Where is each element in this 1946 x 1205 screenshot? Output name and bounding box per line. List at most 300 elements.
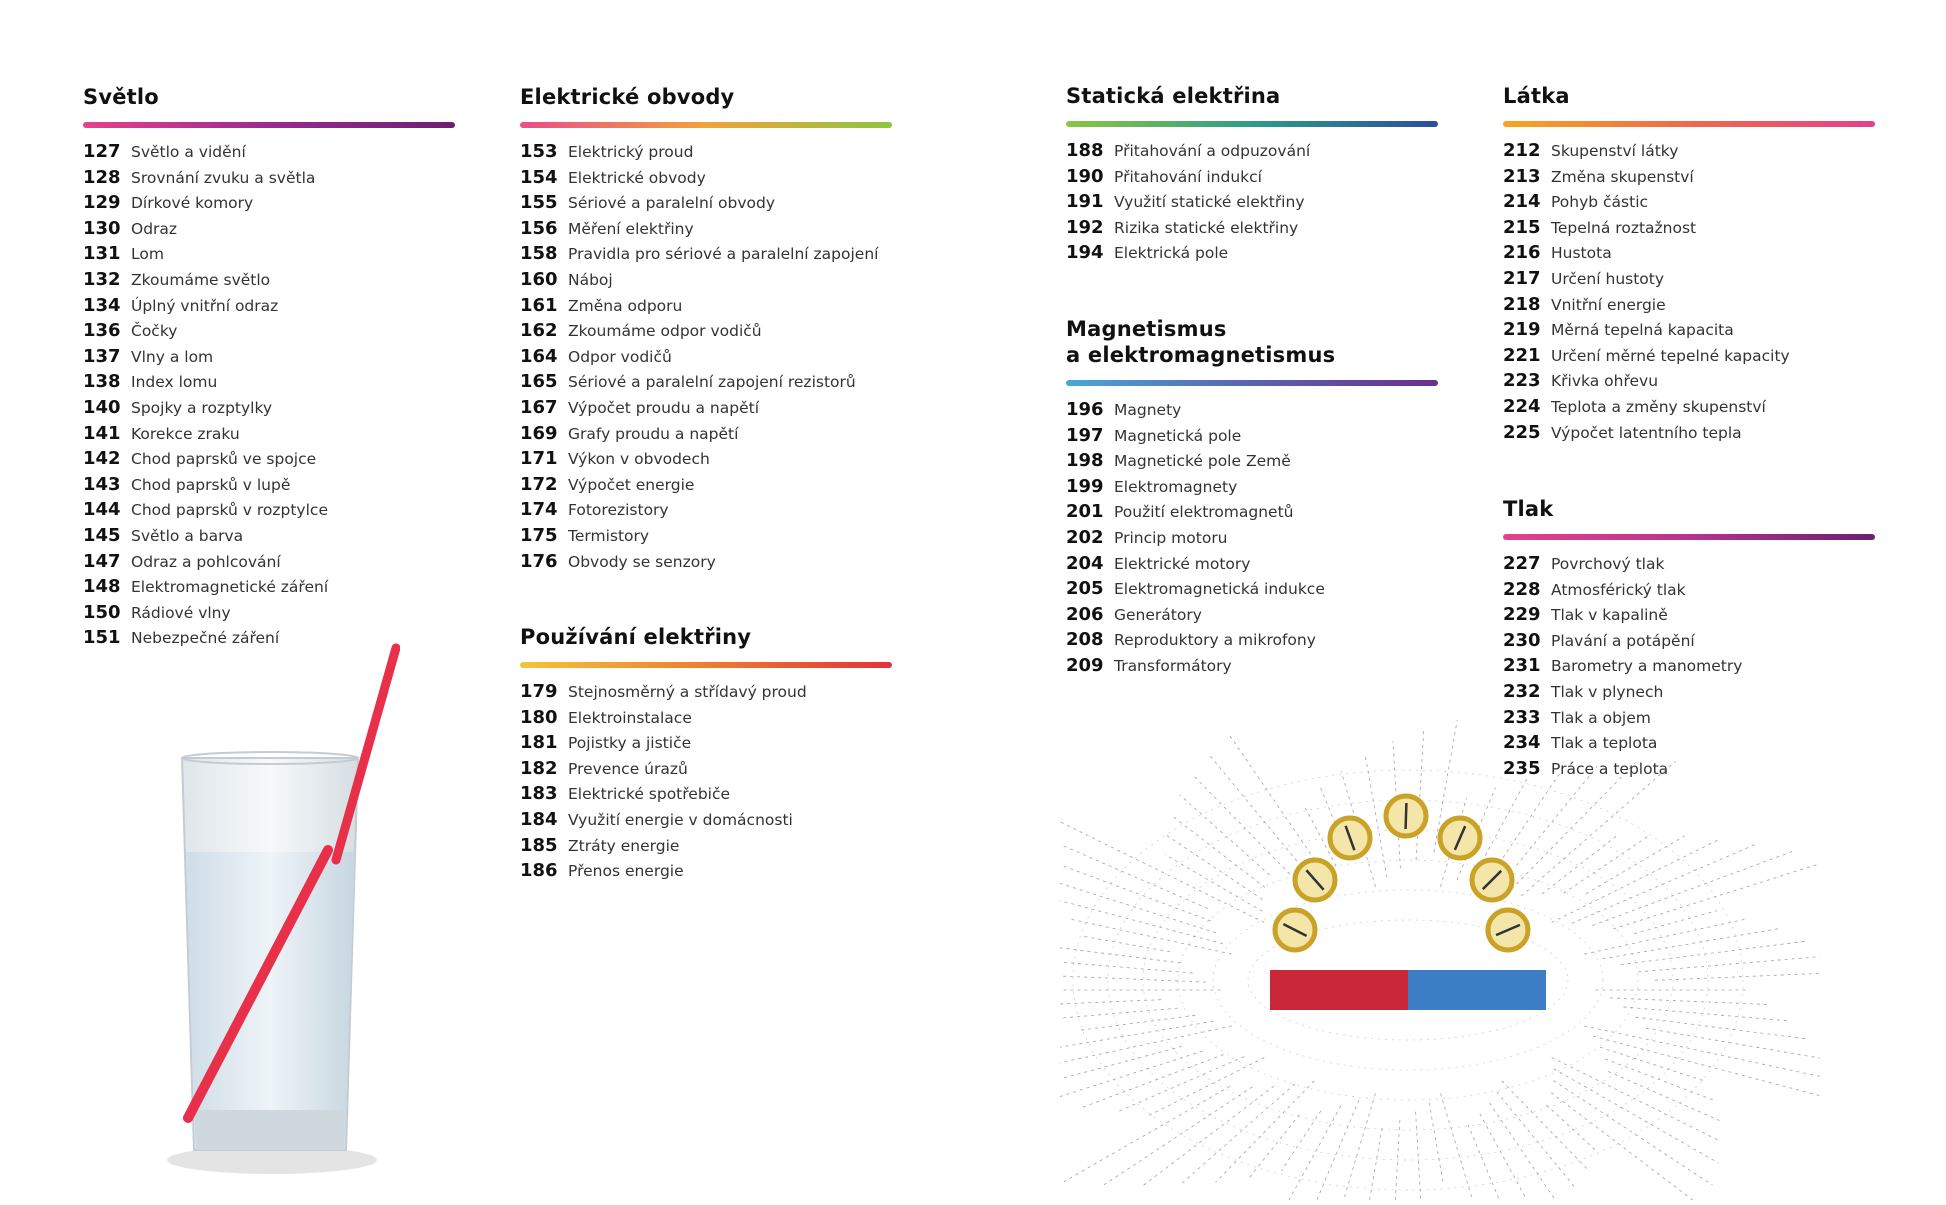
- page-number: 185: [520, 834, 558, 856]
- field-line: [1180, 795, 1270, 875]
- compass-arc: [1275, 796, 1528, 950]
- field-line: [1634, 911, 1717, 934]
- toc-entry[interactable]: [520, 295, 892, 321]
- section-title-line: Světlo: [83, 85, 159, 109]
- field-line: [1260, 1106, 1341, 1200]
- entry-label: Výpočet energie: [568, 475, 695, 494]
- entry-label: Elektromagnetická indukce: [1114, 580, 1325, 599]
- entry-label: Světlo a vidění: [131, 143, 246, 161]
- page-number: 138: [83, 371, 121, 393]
- entry-label: Zkoumáme světlo: [131, 270, 271, 289]
- toc-entry[interactable]: [83, 167, 455, 193]
- page-number: 165: [520, 371, 558, 393]
- entry-label: Magnetické pole Země: [1114, 452, 1291, 471]
- page-number: 164: [520, 345, 558, 367]
- toc-entry[interactable]: [520, 218, 892, 244]
- page-number: 141: [83, 422, 121, 444]
- field-line: [1613, 860, 1820, 928]
- toc-entry[interactable]: [1503, 191, 1875, 217]
- field-line: [1608, 1071, 1719, 1120]
- entry-label: Využití statické elektřiny: [1114, 193, 1305, 212]
- field-line: [1060, 1021, 1213, 1066]
- toc-section: [1066, 83, 1438, 268]
- toc-entry[interactable]: [1066, 501, 1438, 527]
- section-title: [83, 84, 455, 110]
- field-line: [1655, 972, 1820, 981]
- section-title-line: a elektromagnetismus: [1066, 343, 1336, 367]
- page-number: 180: [520, 706, 558, 728]
- page-number: 208: [1066, 629, 1104, 651]
- toc-entry[interactable]: [1503, 630, 1875, 656]
- page-number: 182: [520, 757, 558, 779]
- compass-icon: [1330, 818, 1370, 858]
- toc-entry[interactable]: [1066, 553, 1438, 579]
- page-number: 224: [1503, 395, 1541, 417]
- field-line: [1551, 1093, 1702, 1200]
- field-line: [1060, 973, 1206, 982]
- page-number: 154: [520, 166, 558, 188]
- entry-label: Chod paprsků ve spojce: [131, 450, 317, 469]
- toc-entry[interactable]: [1066, 217, 1438, 243]
- page-number: 161: [520, 294, 558, 316]
- entry-label: Hustota: [1551, 244, 1612, 263]
- page-number: 191: [1066, 191, 1104, 213]
- section-color-bar: [1503, 534, 1875, 540]
- page-number: 181: [520, 732, 558, 754]
- entry-label: Elektroinstalace: [568, 708, 692, 727]
- field-line: [1171, 815, 1265, 887]
- page-number: 229: [1503, 604, 1541, 626]
- toc-entry[interactable]: [520, 474, 892, 500]
- toc-entry[interactable]: [520, 835, 892, 861]
- compass-icon: [1440, 818, 1480, 858]
- toc-entry[interactable]: [520, 397, 892, 423]
- entry-label: Čočky: [131, 322, 178, 341]
- page-number: 230: [1503, 629, 1541, 651]
- field-line: [1441, 1093, 1492, 1200]
- entry-label: Tepelná roztažnost: [1551, 218, 1697, 237]
- entry-label: Prevence úrazů: [568, 759, 688, 778]
- toc-entry[interactable]: [83, 269, 455, 295]
- toc-entry[interactable]: [83, 397, 455, 423]
- toc-entry[interactable]: [83, 192, 455, 218]
- toc-entry[interactable]: [83, 295, 455, 321]
- toc-entry[interactable]: [83, 243, 455, 269]
- entry-label: Plavání a potápění: [1551, 631, 1695, 650]
- entry-label: Nebezpečné záření: [131, 629, 280, 648]
- field-line: [1495, 772, 1561, 870]
- toc-entry[interactable]: [520, 448, 892, 474]
- entry-label: Světlo a barva: [131, 526, 244, 545]
- toc-entry[interactable]: [1066, 476, 1438, 502]
- toc-entry[interactable]: [1503, 655, 1875, 681]
- toc-entry[interactable]: [520, 860, 892, 886]
- section-color-bar: [520, 662, 892, 668]
- page-number: 212: [1503, 140, 1541, 161]
- toc-entry[interactable]: [520, 346, 892, 372]
- page-number: 190: [1066, 165, 1104, 187]
- toc-entry[interactable]: [83, 499, 455, 525]
- entry-label: Výkon v obvodech: [568, 450, 710, 469]
- toc-entry[interactable]: [520, 269, 892, 295]
- entry-label: Použití elektromagnetů: [1114, 503, 1294, 522]
- page-number: 172: [520, 473, 558, 495]
- page-number: 221: [1503, 344, 1541, 366]
- field-line: [1116, 1057, 1245, 1113]
- page-number: 160: [520, 268, 558, 290]
- toc-entry[interactable]: [1503, 396, 1875, 422]
- entry-label: Určení měrné tepelné kapacity: [1551, 346, 1790, 365]
- section-title-line: Používání elektřiny: [520, 625, 752, 649]
- field-line: [1621, 941, 1808, 965]
- toc-entry[interactable]: [520, 167, 892, 193]
- field-line: [1166, 835, 1262, 899]
- page-number: 175: [520, 524, 558, 546]
- page-number: 176: [520, 550, 558, 572]
- field-line: [1083, 936, 1170, 952]
- page-number: 128: [83, 166, 121, 188]
- field-line: [1365, 1128, 1382, 1200]
- entry-label: Rizika statické elektřiny: [1114, 218, 1299, 237]
- toc-entry[interactable]: [520, 551, 892, 577]
- page-number: 162: [520, 320, 558, 342]
- entry-label: Magnety: [1114, 401, 1182, 419]
- page-number: 148: [83, 576, 121, 598]
- toc-entry[interactable]: [1503, 268, 1875, 294]
- toc-entry[interactable]: [1066, 655, 1438, 681]
- entry-label: Elektrické motory: [1114, 554, 1251, 573]
- page-number: 216: [1503, 242, 1541, 264]
- page-number: 206: [1066, 603, 1104, 625]
- field-line: [1646, 1028, 1820, 1058]
- page-number: 233: [1503, 706, 1541, 728]
- field-line: [1429, 1103, 1443, 1184]
- toc-entry[interactable]: [520, 681, 892, 707]
- toc-entry[interactable]: [1503, 604, 1875, 630]
- toc-entry[interactable]: [520, 192, 892, 218]
- section-color-bar: [83, 122, 455, 128]
- entry-label: Reproduktory a mikrofony: [1114, 631, 1316, 650]
- field-line: [1416, 728, 1424, 860]
- entry-label: Rádiové vlny: [131, 603, 231, 622]
- toc-entry[interactable]: [520, 707, 892, 733]
- page-number: 192: [1066, 216, 1104, 238]
- entry-label: Skupenství látky: [1551, 142, 1679, 160]
- field-line: [1149, 1057, 1264, 1115]
- entry-label: Výpočet latentního tepla: [1551, 423, 1742, 442]
- page-number: 231: [1503, 655, 1541, 677]
- page-number: 201: [1066, 501, 1104, 523]
- field-line: [1552, 839, 1721, 923]
- page-number: 196: [1066, 399, 1104, 420]
- entry-label: Elektrické spotřebiče: [568, 785, 731, 804]
- toc-entry[interactable]: [1066, 527, 1438, 553]
- toc-section: [1066, 316, 1438, 681]
- section-title-line: Statická elektřina: [1066, 84, 1281, 108]
- section-title: [1503, 496, 1875, 522]
- entry-label: Přitahování indukcí: [1114, 167, 1262, 186]
- entry-label: Odraz: [131, 219, 178, 238]
- entry-label: Pohyb částic: [1551, 193, 1649, 212]
- toc-entry[interactable]: [83, 474, 455, 500]
- page-number: 144: [83, 499, 121, 521]
- toc-entry[interactable]: [520, 783, 892, 809]
- page-number: 204: [1066, 552, 1104, 574]
- entry-label: Vnitřní energie: [1551, 295, 1666, 314]
- toc-entry[interactable]: [1503, 422, 1875, 448]
- entry-label: Lom: [131, 245, 164, 264]
- page-number: 184: [520, 808, 558, 830]
- toc-entry[interactable]: [1066, 166, 1438, 192]
- page-number: 199: [1066, 475, 1104, 497]
- entry-label: Tlak v kapalině: [1551, 606, 1668, 625]
- magnet-south-pole: [1408, 970, 1546, 1010]
- field-line: [1416, 1112, 1421, 1199]
- field-line: [1572, 844, 1757, 924]
- toc-entry[interactable]: [83, 218, 455, 244]
- compass-icon: [1472, 860, 1512, 900]
- entry-label: Odraz a pohlcování: [131, 552, 281, 571]
- field-line: [1593, 1036, 1820, 1102]
- toc-entry[interactable]: [520, 809, 892, 835]
- page-number: 136: [83, 320, 121, 342]
- entry-label: Spojky a rozptylky: [131, 398, 273, 417]
- field-line: [1554, 1069, 1719, 1163]
- glass-base: [194, 1110, 346, 1150]
- entry-label: Index lomu: [131, 373, 218, 392]
- field-line: [1468, 1124, 1518, 1200]
- field-line: [1281, 1111, 1321, 1171]
- field-line: [1060, 858, 1211, 921]
- entry-label: Pravidla pro sériové a paralelní zapojení: [568, 245, 879, 264]
- page-number: 156: [520, 217, 558, 239]
- entry-label: Transformátory: [1114, 656, 1232, 675]
- toc-entry[interactable]: [1066, 191, 1438, 217]
- page-number: 213: [1503, 165, 1541, 187]
- entry-label: Změna odporu: [568, 296, 683, 315]
- entry-label: Zkoumáme odpor vodičů: [568, 322, 762, 341]
- entry-label: Měrná tepelná kapacita: [1551, 321, 1734, 340]
- toc-entry[interactable]: [1066, 140, 1438, 166]
- bar-magnet-with-compasses-illustration: [1060, 720, 1820, 1200]
- page-number: 140: [83, 396, 121, 418]
- entry-label: Grafy proudu a napětí: [568, 424, 739, 443]
- entry-label: Elektromagnety: [1114, 477, 1238, 496]
- field-line: [1497, 1092, 1577, 1190]
- field-line: [1502, 1081, 1589, 1171]
- toc-entry[interactable]: [83, 320, 455, 346]
- field-line: [1229, 734, 1327, 877]
- toc-entry[interactable]: [1503, 166, 1875, 192]
- field-line: [1554, 1081, 1713, 1186]
- entry-label: Přenos energie: [568, 862, 684, 881]
- page-number: 167: [520, 396, 558, 418]
- compass-icon: [1488, 910, 1528, 950]
- magnet-north-pole: [1270, 970, 1408, 1010]
- field-line: [1250, 1115, 1300, 1178]
- entry-label: Elektrický proud: [568, 143, 694, 161]
- section-title: [520, 624, 892, 650]
- page-number: 174: [520, 499, 558, 521]
- field-line: [1638, 955, 1820, 972]
- toc-entry[interactable]: [83, 423, 455, 449]
- field-line: [1180, 1084, 1295, 1185]
- page-number: 225: [1503, 421, 1541, 443]
- toc-entry[interactable]: [1503, 345, 1875, 371]
- toc-entry[interactable]: [1503, 553, 1875, 579]
- page-number: 217: [1503, 267, 1541, 289]
- entry-label: Sériové a paralelní obvody: [568, 194, 776, 213]
- toc-entry[interactable]: [83, 576, 455, 602]
- toc-entry[interactable]: [520, 320, 892, 346]
- section-color-bar: [520, 122, 892, 128]
- page-number: 223: [1503, 370, 1541, 392]
- toc-entry[interactable]: [83, 371, 455, 397]
- toc-entry[interactable]: [1503, 217, 1875, 243]
- page-number: 158: [520, 243, 558, 265]
- page-number: 198: [1066, 450, 1104, 472]
- entry-label: Určení hustoty: [1551, 269, 1665, 288]
- toc-entry[interactable]: [520, 371, 892, 397]
- entry-label: Sériové a paralelní zapojení rezistorů: [568, 373, 856, 392]
- field-line: [1060, 953, 1193, 973]
- toc-entry[interactable]: [1503, 370, 1875, 396]
- toc-entry[interactable]: [1066, 450, 1438, 476]
- entry-label: Srovnání zvuku a světla: [131, 168, 316, 187]
- field-line: [1610, 998, 1769, 1005]
- field-line: [1060, 836, 1208, 909]
- toc-entry[interactable]: [520, 758, 892, 784]
- page-number: 228: [1503, 578, 1541, 600]
- compass-icon: [1275, 910, 1315, 950]
- entry-label: Elektrická pole: [1114, 244, 1229, 263]
- page-number: 127: [83, 141, 121, 162]
- toc-entry[interactable]: [83, 346, 455, 372]
- entry-label: Barometry a manometry: [1551, 657, 1743, 676]
- toc-entry[interactable]: [1066, 399, 1438, 425]
- section-title: [1503, 83, 1875, 109]
- page-number: 132: [83, 268, 121, 290]
- entry-label: Magnetická pole: [1114, 426, 1242, 445]
- field-line: [1060, 813, 1264, 923]
- entry-label: Vlny a lom: [131, 347, 214, 366]
- toc-entry[interactable]: [520, 732, 892, 758]
- field-line: [1600, 1047, 1706, 1081]
- page-number: 145: [83, 524, 121, 546]
- toc-section: [520, 84, 892, 576]
- toc-entry[interactable]: [1503, 294, 1875, 320]
- toc-entry[interactable]: [1066, 629, 1438, 655]
- toc-entry[interactable]: [83, 602, 455, 628]
- page-number: 214: [1503, 191, 1541, 213]
- toc-entry[interactable]: [520, 243, 892, 269]
- section-title: [520, 84, 892, 110]
- section-title-line: Magnetismus: [1066, 317, 1227, 341]
- entry-label: Stejnosměrný a střídavý proud: [568, 683, 807, 701]
- entry-label: Elektromagnetické záření: [131, 578, 329, 597]
- entry-label: Tlak v plynech: [1551, 682, 1664, 701]
- field-line: [1502, 763, 1636, 899]
- page-number: 153: [520, 141, 558, 162]
- entry-label: Změna skupenství: [1551, 167, 1694, 186]
- field-line: [1480, 1114, 1542, 1200]
- page-number: 143: [83, 473, 121, 495]
- section-title: [1066, 316, 1438, 368]
- section-title: [1066, 83, 1438, 109]
- field-line: [1516, 766, 1597, 865]
- toc-entry[interactable]: [520, 499, 892, 525]
- field-line: [1060, 900, 1223, 944]
- section-title-line: Tlak: [1503, 497, 1554, 521]
- toc-entry[interactable]: [520, 525, 892, 551]
- entry-label: Fotorezistory: [568, 501, 669, 520]
- entry-label: Atmosférický tlak: [1551, 580, 1686, 599]
- iron-filings-field: [1060, 720, 1820, 1200]
- page-number: 134: [83, 294, 121, 316]
- page-number: 131: [83, 243, 121, 265]
- entry-label: Termistory: [568, 526, 650, 545]
- entry-label: Tlak a teplota: [1551, 734, 1658, 753]
- toc-entry[interactable]: [1503, 140, 1875, 166]
- section-color-bar: [1066, 121, 1438, 127]
- page-number: 155: [520, 192, 558, 214]
- toc-entry[interactable]: [83, 551, 455, 577]
- entry-label: Křivka ohřevu: [1551, 372, 1659, 391]
- page-number: 179: [520, 681, 558, 702]
- field-line: [1068, 919, 1231, 954]
- toc-entry[interactable]: [1066, 578, 1438, 604]
- toc-entry[interactable]: [83, 448, 455, 474]
- page-number: 205: [1066, 578, 1104, 600]
- toc-entry[interactable]: [520, 423, 892, 449]
- entry-label: Elektrické obvody: [568, 168, 706, 187]
- page-number: 218: [1503, 293, 1541, 315]
- page-number: 197: [1066, 424, 1104, 446]
- entry-label: Využití energie v domácnosti: [568, 810, 793, 829]
- toc-entry[interactable]: [83, 141, 455, 167]
- section-color-bar: [1503, 121, 1875, 127]
- field-line: [1082, 1055, 1224, 1108]
- page-number: 129: [83, 192, 121, 214]
- entry-label: Ztráty energie: [568, 836, 680, 855]
- page-number: 171: [520, 448, 558, 470]
- toc-entry[interactable]: [1503, 681, 1875, 707]
- entry-label: Korekce zraku: [131, 424, 240, 443]
- toc-entry[interactable]: [1066, 425, 1438, 451]
- field-line: [1077, 1015, 1195, 1030]
- field-line: [1584, 919, 1747, 954]
- entry-label: Princip motoru: [1114, 528, 1228, 547]
- page-number: 150: [83, 601, 121, 623]
- toc-entry[interactable]: [83, 525, 455, 551]
- compass-icon: [1295, 860, 1335, 900]
- toc-entry[interactable]: [1503, 242, 1875, 268]
- entry-label: Chod paprsků v rozptylce: [131, 501, 328, 520]
- entry-label: Náboj: [568, 270, 613, 289]
- page-number: 209: [1066, 654, 1104, 676]
- toc-entry[interactable]: [1503, 319, 1875, 345]
- field-line: [1165, 855, 1262, 912]
- entry-label: Tlak a objem: [1551, 708, 1651, 727]
- toc-entry[interactable]: [1066, 242, 1438, 268]
- toc-section: [83, 84, 455, 653]
- field-line: [1060, 1046, 1182, 1091]
- entry-label: Obvody se senzory: [568, 552, 716, 571]
- entry-label: Odpor vodičů: [568, 347, 672, 366]
- toc-entry[interactable]: [1503, 579, 1875, 605]
- toc-entry[interactable]: [520, 141, 892, 167]
- toc-entry[interactable]: [1066, 604, 1438, 630]
